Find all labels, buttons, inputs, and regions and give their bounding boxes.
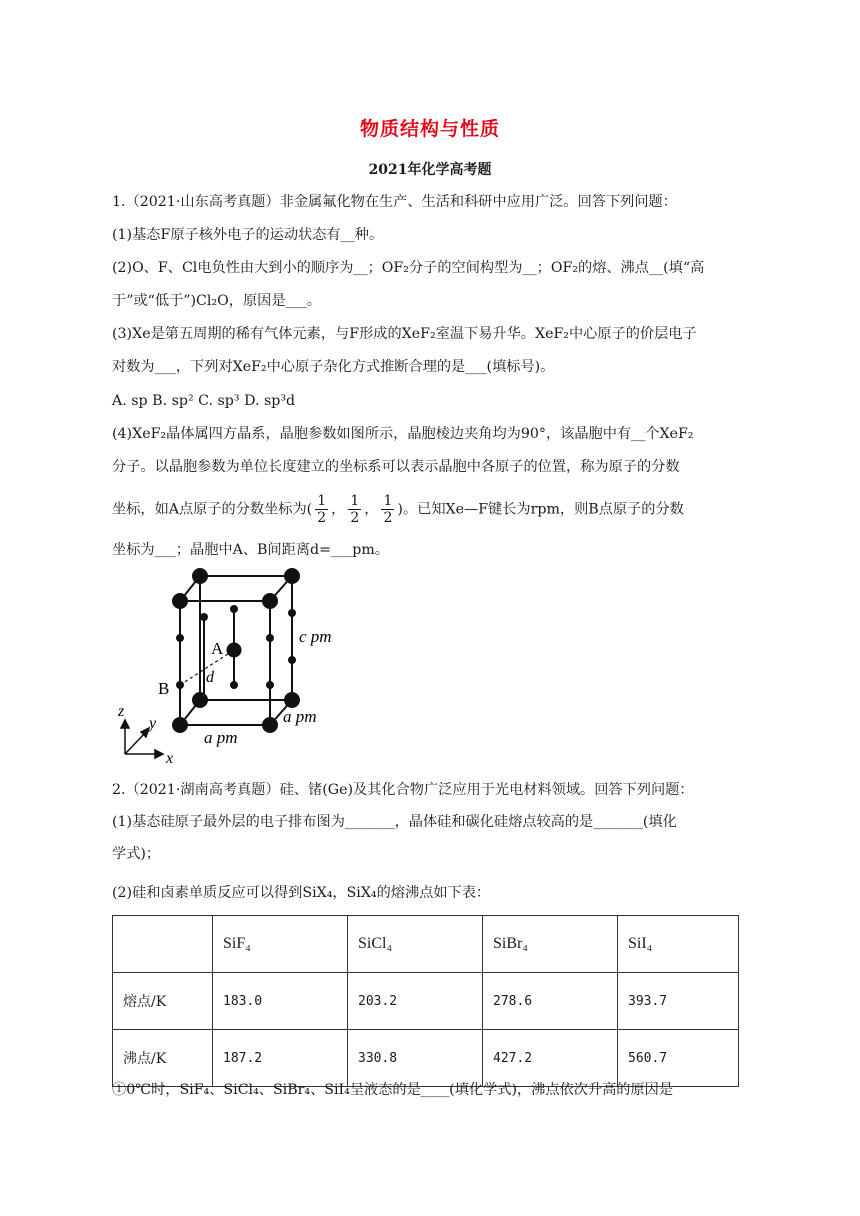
table-header-cell: SiI₄ bbox=[618, 916, 739, 973]
table-header-cell: SiF₄ bbox=[213, 916, 348, 973]
table-cell: 278.6 bbox=[483, 973, 618, 1030]
q2-part1-line2: 学式)； bbox=[112, 846, 161, 862]
atoms bbox=[172, 568, 300, 733]
q1-part4-line4: 坐标为___；晶胞中A、B间距离d=___pm。 bbox=[112, 542, 389, 558]
label-a-pm-right: a pm bbox=[283, 707, 317, 726]
q1-part4-line3-suffix: )。已知Xe—F键长为rpm，则B点原子的分数 bbox=[397, 501, 684, 518]
table-cell: 183.0 bbox=[213, 973, 348, 1030]
table-cell: 330.8 bbox=[348, 1030, 483, 1087]
page-title: 物质结构与性质 bbox=[359, 118, 500, 140]
q1-part1: (1)基态F原子核外电子的运动状态有__种。 bbox=[112, 227, 384, 243]
table-cell: 203.2 bbox=[348, 973, 483, 1030]
label-c-pm: c pm bbox=[299, 627, 332, 646]
q1-part4-line1: (4)XeF₂晶体属四方晶系，晶胞参数如图所示，晶胞棱边夹角均为90°，该晶胞中有__个XeF₂ bbox=[112, 426, 694, 442]
label-a-atom: A bbox=[211, 639, 224, 658]
table-cell: 560.7 bbox=[618, 1030, 739, 1087]
melting-boiling-table bbox=[112, 915, 739, 1087]
table-row bbox=[113, 973, 739, 1030]
q2-part2: (2)硅和卤素单质反应可以得到SiX₄，SiX₄的熔沸点如下表： bbox=[112, 885, 491, 901]
table-cell: 427.2 bbox=[483, 1030, 618, 1087]
table-cell: 393.7 bbox=[618, 973, 739, 1030]
q1-part4-line3-prefix: 坐标，如A点原子的分数坐标为( bbox=[112, 501, 313, 518]
q2-stem: 2.（2021·湖南高考真题）硅、锗(Ge)及其化合物广泛应用于光电材料领域。回答下列问题： bbox=[112, 782, 694, 798]
table-header-cell: SiCl₄ bbox=[348, 916, 483, 973]
axis-y-label: y bbox=[149, 715, 157, 732]
axis-z-label: z bbox=[118, 703, 125, 720]
label-a-pm-bottom: a pm bbox=[204, 728, 238, 747]
table-header-cell bbox=[113, 916, 213, 973]
label-b-atom: B bbox=[158, 679, 170, 698]
fraction-half-1: $\frac{1}{2}$ bbox=[317, 493, 327, 526]
table-header-cell: SiBr₄ bbox=[483, 916, 618, 973]
table-cell: 187.2 bbox=[213, 1030, 348, 1087]
table-row bbox=[113, 1030, 739, 1087]
table-row-label: 熔点/K bbox=[113, 973, 213, 1030]
q1-options: A. sp B. sp² C. sp³ D. sp³d bbox=[112, 393, 296, 409]
q2-part2-sub1: ①0℃时，SiF₄、SiCl₄、SiBr₄、SiI₄呈液态的是____(填化学式)，沸点依次升高的原因是 bbox=[112, 1082, 674, 1098]
fraction-half-2: $\frac{1}{2}$ bbox=[350, 493, 360, 526]
q1-part2-line1: (2)O、F、Cl电负性由大到小的顺序为__；OF₂分子的空间构型为__；OF₂的熔、沸点__(填“高 bbox=[112, 260, 705, 276]
axis-x-label: x bbox=[166, 750, 174, 767]
table-header-row bbox=[113, 916, 739, 973]
q2-part1-line1: (1)基态硅原子最外层的电子排布图为_______，晶体硅和碳化硅熔点较高的是_______(填化 bbox=[112, 814, 677, 830]
crystal-cell-diagram bbox=[112, 560, 342, 770]
q1-stem: 1.（2021·山东高考真题）非金属氟化物在生产、生活和科研中应用广泛。回答下列问题： bbox=[112, 194, 677, 210]
fraction-half-3: $\frac{1}{2}$ bbox=[383, 493, 393, 526]
q1-part2-line2: 于”或“低于”)Cl₂O，原因是___。 bbox=[112, 293, 321, 309]
page-subtitle: 2021年化学高考题 bbox=[368, 162, 492, 178]
q1-part3-line2: 对数为___，下列对XeF₂中心原子杂化方式推断合理的是___(填标号)。 bbox=[112, 359, 555, 375]
q1-part4-line2: 分子。以晶胞参数为单位长度建立的坐标系可以表示晶胞中各原子的位置，称为原子的分数 bbox=[112, 459, 680, 475]
label-d: d bbox=[206, 669, 214, 686]
q1-part4-line3: 坐标，如A点原子的分数坐标为( $\frac{1}{2}$ ， $\frac{1}{2}$ ， $\frac{1}{2}$ )。已知Xe—F键长为rpm，则B点原子的分数 bbox=[112, 493, 684, 526]
q1-part3-line1: (3)Xe是第五周期的稀有气体元素，与F形成的XeF₂室温下易升华。XeF₂中心原子的价层电子 bbox=[112, 326, 697, 342]
axes-icon bbox=[121, 720, 163, 758]
table-row-label: 沸点/K bbox=[113, 1030, 213, 1087]
